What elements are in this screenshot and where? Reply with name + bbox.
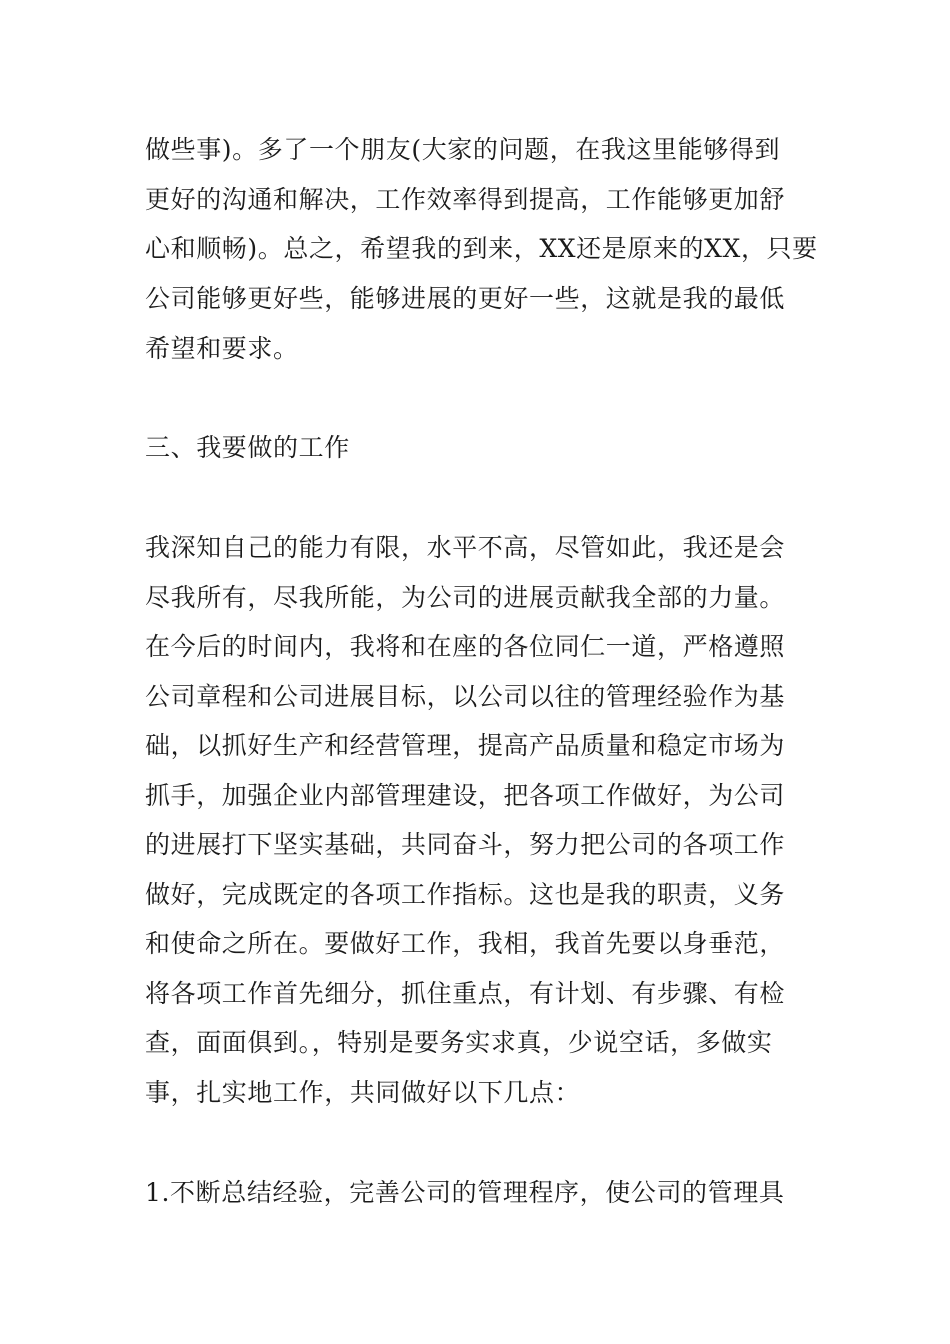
paragraph-line: 尽我所有，尽我所能，为公司的进展贡献我全部的力量。	[145, 583, 786, 612]
paragraph-line: 做好，完成既定的各项工作指标。这也是我的职责，义务	[145, 880, 786, 909]
paragraph-line: 抓手，加强企业内部管理建设，把各项工作做好，为公司	[145, 781, 786, 810]
paragraph-line: 在今后的时间内，我将和在座的各位同仁一道，严格遵照	[145, 632, 786, 661]
paragraph-line: 础，以抓好生产和经营管理，提高产品质量和稳定市场为	[145, 731, 786, 760]
paragraph-line: 做些事)。多了一个朋友(大家的问题，在我这里能够得到	[145, 135, 781, 164]
section-heading: 三、我要做的工作	[145, 433, 350, 462]
list-item: 1.不断总结经验，完善公司的管理程序，使公司的管理具	[145, 1178, 785, 1207]
paragraph-line: 我深知自己的能力有限，水平不高，尽管如此，我还是会	[145, 533, 786, 562]
paragraph-line: 将各项工作首先细分，抓住重点，有计划、有步骤、有检	[145, 979, 786, 1008]
paragraph-line: 公司章程和公司进展目标，以公司以往的管理经验作为基	[145, 682, 786, 711]
paragraph-line: 和使命之所在。要做好工作，我相，我首先要以身垂范，	[145, 929, 786, 958]
paragraph-line: 更好的沟通和解决，工作效率得到提高，工作能够更加舒	[145, 185, 786, 214]
paragraph-line: 公司能够更好些，能够进展的更好一些，这就是我的最低	[145, 284, 786, 313]
paragraph-line: 心和顺畅)。总之，希望我的到来，XX还是原来的XX，只要	[145, 234, 818, 263]
paragraph-line: 的进展打下坚实基础，共同奋斗，努力把公司的各项工作	[145, 830, 786, 859]
paragraph-line: 希望和要求。	[145, 334, 299, 363]
paragraph-line: 查，面面俱到。，特别是要务实求真，少说空话，多做实	[145, 1028, 773, 1057]
paragraph-line: 事，扎实地工作，共同做好以下几点：	[145, 1078, 581, 1107]
